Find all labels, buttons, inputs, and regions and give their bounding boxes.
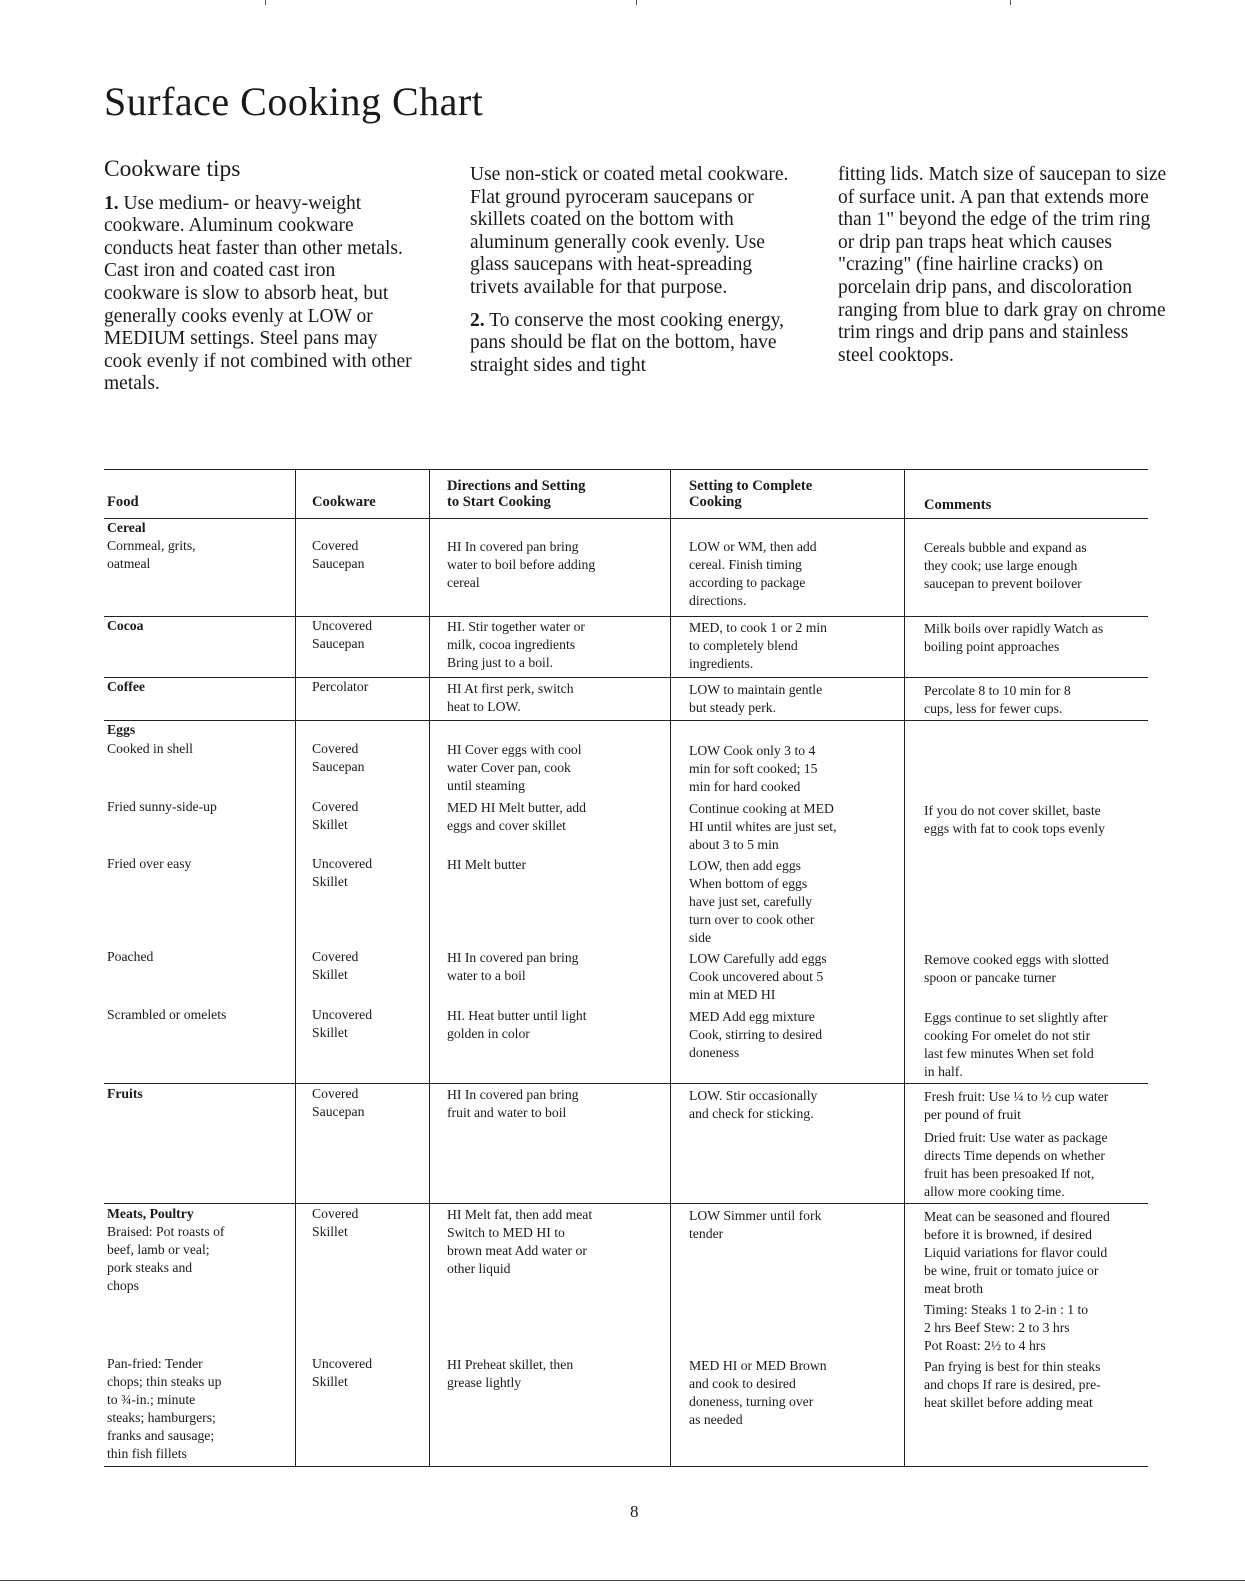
cookware-tips [104, 156, 1167, 418]
header-directions: Directions and Setting to Start Cooking [447, 478, 586, 510]
food-meats-panfried: Pan-fried: Tender chops; thin steaks up to ¾-in.; minute steaks; hamburgers; franks and sausage; thin fish fillets [107, 1356, 222, 1461]
complete-eggs-easy: LOW, then add eggs When bottom of eggs have just set, carefully turn over to cook other side [689, 858, 815, 945]
food-meats-braised: Braised: Pot roasts of beef, lamb or veal; pork steaks and chops [107, 1224, 225, 1293]
table-top-rule [104, 469, 1148, 470]
food-eggs-easy: Fried over easy [107, 856, 192, 871]
directions-cereal: HI In covered pan bring water to boil before adding cereal [447, 539, 596, 590]
crop-mark [265, 0, 266, 5]
tips-column-2 [470, 164, 800, 377]
directions-fruits: HI In covered pan bring fruit and water to boil [447, 1087, 579, 1120]
cooking-chart-table [104, 469, 1148, 1467]
comments-cocoa: Milk boils over rapidly Watch as boiling point approaches [924, 621, 1104, 654]
complete-coffee: LOW to maintain gentle but steady perk. [689, 682, 823, 715]
directions-cocoa: HI. Stir together water or milk, cocoa ingredients Bring just to a boil. [447, 619, 585, 670]
complete-eggs-poached: LOW Carefully add eggs Cook uncovered about 5 min at MED HI [689, 951, 827, 1002]
tip-2-text: To conserve the most cooking energy, pans should be flat on the bottom, have straight sides and tight [470, 309, 785, 376]
comments-fruits-dried: Dried fruit: Use water as package directs Time depends on whether fruit has been presoaked If not, allow more cooking time. [924, 1130, 1108, 1199]
tip-1-text: Use medium- or heavy-weight cookware. Aluminum cookware conducts heat faster than other metals. Cast iron and coated cast iron cookware is slow to absorb heat, but generally cooks evenly at LOW or MEDIUM settings. Steel pans may cook evenly if not combined with other metals. [104, 192, 412, 395]
header-cookware: Cookware [312, 494, 376, 510]
directions-meats-braised: HI Melt fat, then add meat Switch to MED HI to brown meat Add water or other liquid [447, 1207, 593, 1276]
cookware-meats-panfried: Uncovered Skillet [312, 1356, 373, 1389]
page-number: 8 [630, 1502, 639, 1521]
food-eggs-poached: Poached [107, 949, 154, 964]
complete-fruits: LOW. Stir occasionally and check for sticking. [689, 1088, 818, 1121]
tip-1-continued: Use non-stick or coated metal cookware. Flat ground pyroceram saucepans or skillets coated on the bottom with aluminum generally cook evenly. Use glass saucepans with heat-spreading trivets available for that purpose. [470, 164, 789, 298]
crop-mark [636, 0, 637, 5]
header-complete: Setting to Complete Cooking [689, 478, 813, 510]
cookware-cocoa: Uncovered Saucepan [312, 618, 373, 651]
comments-eggs-scrambled: Eggs continue to set slightly after cooking For omelet do not stir last few minutes When set fold in half. [924, 1010, 1108, 1079]
header-rule [104, 518, 1148, 519]
food-eggs: Eggs [107, 722, 136, 737]
cookware-meats-braised: Covered Skillet [312, 1206, 359, 1239]
tip-2-continued: fitting lids. Match size of saucepan to size of surface unit. A pan that extends more than 1" beyond the edge of the trim ring or drip pan traps heat which causes "crazing" (fine hairline cracks) on porcelain drip pans, and discoloration ranging from blue to dark gray on chrome trim rings and drip pans and stainless steel cooktops. [838, 164, 1167, 366]
table-bottom-rule [104, 1466, 1148, 1467]
tip-2 [470, 310, 800, 378]
row-rule [104, 677, 1148, 678]
directions-eggs-shell: HI Cover eggs with cool water Cover pan, cook until steaming [447, 742, 582, 793]
column-rule [670, 469, 671, 1467]
header-comments: Comments [924, 497, 992, 513]
row-rule [104, 1203, 1148, 1204]
row-rule [104, 616, 1148, 617]
food-eggs-shell: Cooked in shell [107, 741, 193, 756]
column-rule [429, 469, 430, 1467]
comments-fruits-fresh: Fresh fruit: Use ¼ to ½ cup water per pound of fruit [924, 1089, 1109, 1122]
cookware-eggs-shell: Covered Saucepan [312, 741, 365, 774]
directions-eggs-easy: HI Melt butter [447, 857, 527, 872]
row-rule [104, 720, 1148, 721]
directions-meats-panfried: HI Preheat skillet, then grease lightly [447, 1357, 574, 1390]
header-food: Food [107, 494, 139, 510]
food-meats: Meats, Poultry [107, 1206, 194, 1221]
complete-cereal: LOW or WM, then add cereal. Finish timing according to package directions. [689, 539, 817, 608]
column-rule [295, 469, 296, 1467]
comments-cereal: Cereals bubble and expand as they cook; use large enough saucepan to prevent boilover [924, 540, 1087, 591]
cookware-eggs-sunny: Covered Skillet [312, 799, 359, 832]
complete-meats-panfried: MED HI or MED Brown and cook to desired doneness, turning over as needed [689, 1358, 827, 1427]
cookware-fruits: Covered Saucepan [312, 1086, 365, 1119]
complete-eggs-shell: LOW Cook only 3 to 4 min for soft cooked; 15 min for hard cooked [689, 743, 818, 794]
directions-eggs-scrambled: HI. Heat butter until light golden in color [447, 1008, 587, 1041]
tips-column-3 [838, 164, 1168, 367]
page-bottom-edge [0, 1580, 1245, 1581]
food-cocoa: Cocoa [107, 618, 144, 633]
comments-eggs-poached: Remove cooked eggs with slotted spoon or pancake turner [924, 952, 1109, 985]
comments-meats-timing: Timing: Steaks 1 to 2-in : 1 to 2 hrs Beef Stew: 2 to 3 hrs Pot Roast: 2½ to 4 hrs [924, 1302, 1089, 1353]
food-coffee: Coffee [107, 679, 145, 694]
complete-cocoa: MED, to cook 1 or 2 min to completely blend ingredients. [689, 620, 828, 671]
directions-eggs-poached: HI In covered pan bring water to a boil [447, 950, 579, 983]
directions-eggs-sunny: MED HI Melt butter, add eggs and cover skillet [447, 800, 586, 833]
directions-coffee: HI At first perk, switch heat to LOW. [447, 681, 574, 714]
cookware-eggs-scrambled: Uncovered Skillet [312, 1007, 373, 1040]
cookware-cereal: Covered Saucepan [312, 538, 365, 571]
food-fruits: Fruits [107, 1086, 143, 1101]
comments-eggs-sunny: If you do not cover skillet, baste eggs with fat to cook tops evenly [924, 803, 1105, 836]
cookware-coffee: Percolator [312, 679, 369, 694]
complete-eggs-scrambled: MED Add egg mixture Cook, stirring to desired doneness [689, 1009, 823, 1060]
tip-2-number: 2. [470, 309, 485, 331]
row-rule [104, 1083, 1148, 1084]
page-title: Surface Cooking Chart [104, 79, 484, 124]
complete-eggs-sunny: Continue cooking at MED HI until whites are just set, about 3 to 5 min [689, 801, 837, 852]
tips-column-1 [104, 158, 414, 396]
food-cereal-detail: Cornmeal, grits, oatmeal [107, 538, 196, 571]
cookware-eggs-poached: Covered Skillet [312, 949, 359, 982]
tips-heading: Cookware tips [104, 156, 241, 182]
food-cereal: Cereal [107, 520, 146, 535]
crop-mark [1010, 0, 1011, 5]
comments-coffee: Percolate 8 to 10 min for 8 cups, less for fewer cups. [924, 683, 1071, 716]
tip-1-number: 1. [104, 192, 119, 214]
food-eggs-sunny: Fried sunny-side-up [107, 799, 217, 814]
complete-meats-braised: LOW Simmer until fork tender [689, 1208, 822, 1241]
tip-1 [104, 193, 414, 396]
comments-meats-braised: Meat can be seasoned and floured before it is browned, if desired Liquid variations for flavor could be wine, fruit or tomato juice or meat broth [924, 1209, 1110, 1296]
cookware-eggs-easy: Uncovered Skillet [312, 856, 373, 889]
column-rule [904, 469, 905, 1467]
food-eggs-scrambled: Scrambled or omelets [107, 1007, 227, 1022]
comments-meats-panfried: Pan frying is best for thin steaks and chops If rare is desired, pre- heat skillet before adding meat [924, 1359, 1101, 1410]
